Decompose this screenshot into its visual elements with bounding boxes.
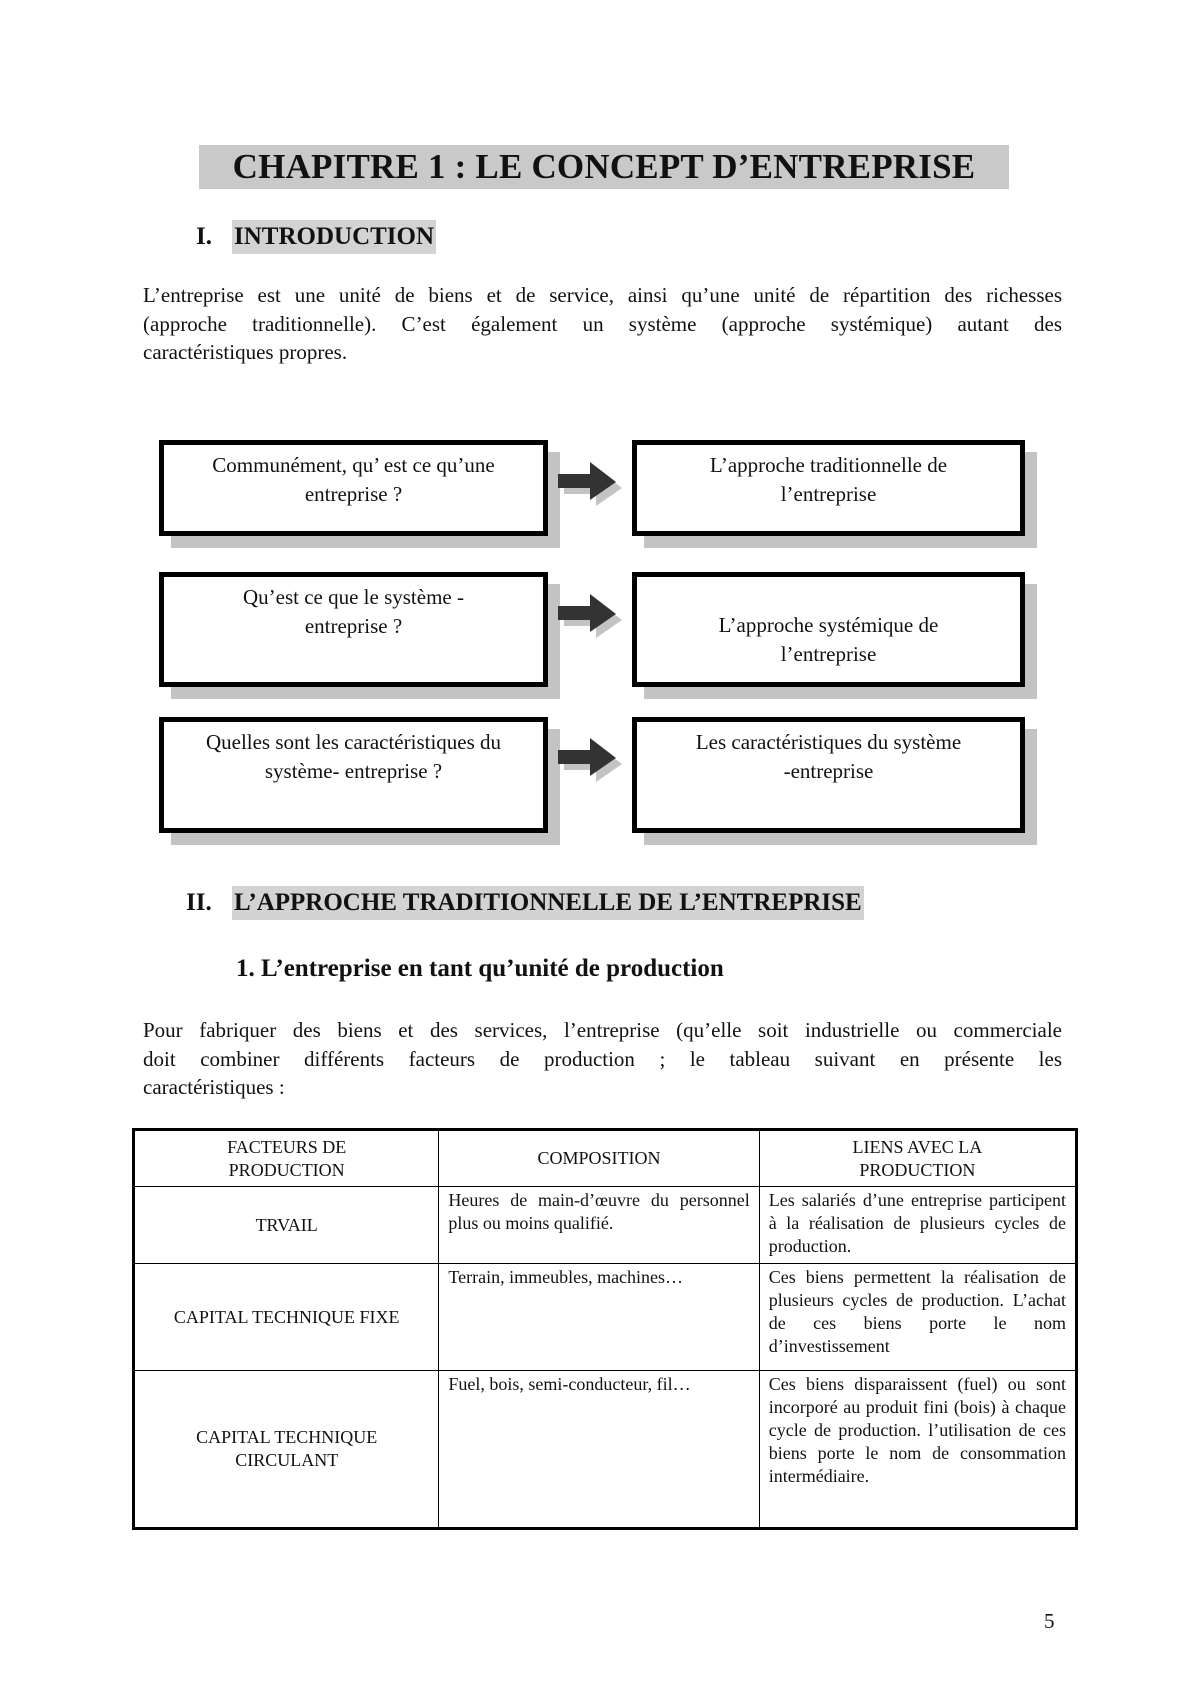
composition-cell: Fuel, bois, semi-conducteur, fil… [439, 1371, 759, 1529]
arrow-icon [556, 738, 628, 786]
column-header: LIENS AVEC LA PRODUCTION [759, 1130, 1076, 1187]
box-line: L’approche systémique de [718, 613, 939, 637]
composition-cell: Terrain, immeubles, machines… [439, 1264, 759, 1371]
section-number: I. [196, 223, 212, 250]
factor-cell: CAPITAL TECHNIQUE FIXE [134, 1264, 439, 1371]
column-header: FACTEURS DE PRODUCTION [134, 1130, 439, 1187]
section-title: L’APPROCHE TRADITIONNELLE DE L’ENTREPRISE [232, 886, 864, 920]
production-factors-table [132, 1128, 1078, 1530]
table-row [134, 1371, 1077, 1529]
liens-cell: Ces biens permettent la réalisation de plusieurs cycles de production. L’achat de ces biens porte le nom d’investissement [759, 1264, 1076, 1371]
section-title: INTRODUCTION [232, 220, 436, 254]
answer-box-1 [632, 440, 1025, 536]
box-line: système- entreprise ? [264, 758, 443, 783]
question-box-1 [159, 440, 548, 536]
text-line: caractéristiques propres. [143, 340, 348, 364]
section-heading-approche [186, 886, 986, 920]
liens-cell: Les salariés d’une entreprise participent à la réalisation de plusieurs cycles de production. [759, 1187, 1076, 1264]
question-box-3 [159, 717, 548, 833]
table-header-row [134, 1130, 1077, 1187]
subsection-heading: 1. L’entreprise en tant qu’unité de production [236, 955, 724, 982]
section-number: II. [186, 889, 212, 916]
box-line: Qu’est ce que le système - [242, 585, 464, 609]
liens-cell: Ces biens disparaissent (fuel) ou sont incorporé au produit fini (bois) à chaque cycle de production. l’utilisation de ces biens porte le nom de consommation intermédiaire. [759, 1371, 1076, 1529]
factor-cell: CAPITAL TECHNIQUE CIRCULANT [134, 1371, 439, 1529]
section-heading-introduction [196, 220, 496, 254]
text-line: (approche traditionnelle). C’est également un système (approche systémique) autant des [143, 311, 1062, 336]
question-box-2 [159, 572, 548, 687]
answer-box-3 [632, 717, 1025, 833]
table-row [134, 1264, 1077, 1371]
text-line: caractéristiques : [143, 1075, 285, 1099]
box-line: Les caractéristiques du système [695, 730, 962, 754]
box-line: L’approche traditionnelle de [709, 453, 948, 477]
page-number: 5 [1044, 1609, 1055, 1633]
text-line: L’entreprise est une unité de biens et de service, ainsi qu’une unité de répartition des richesses [143, 283, 1062, 307]
factor-cell: TRVAIL [134, 1187, 439, 1264]
box-line: entreprise ? [304, 613, 403, 638]
production-paragraph [143, 1016, 1062, 1102]
arrow-icon [556, 462, 628, 510]
composition-cell: Heures de main-d’œuvre du personnel plus ou moins qualifié. [439, 1187, 759, 1264]
box-line: -entreprise [783, 758, 874, 783]
box-line: Communément, qu’ est ce qu’une [212, 453, 495, 477]
box-line: l’entreprise [780, 641, 877, 666]
arrow-icon [556, 594, 628, 642]
box-line: Quelles sont les caractéristiques du [205, 730, 502, 754]
column-header: COMPOSITION [439, 1130, 759, 1187]
box-line: entreprise ? [304, 481, 403, 506]
box-line: l’entreprise [780, 481, 877, 506]
chapter-title: CHAPITRE 1 : LE CONCEPT D’ENTREPRISE [199, 145, 1009, 189]
intro-paragraph [143, 281, 1062, 367]
table-row [134, 1187, 1077, 1264]
text-line: doit combiner différents facteurs de production ; le tableau suivant en présente les [143, 1046, 1062, 1071]
text-line: Pour fabriquer des biens et des services, l’entreprise (qu’elle soit industrielle ou commerciale [143, 1018, 1062, 1042]
answer-box-2 [632, 572, 1025, 687]
